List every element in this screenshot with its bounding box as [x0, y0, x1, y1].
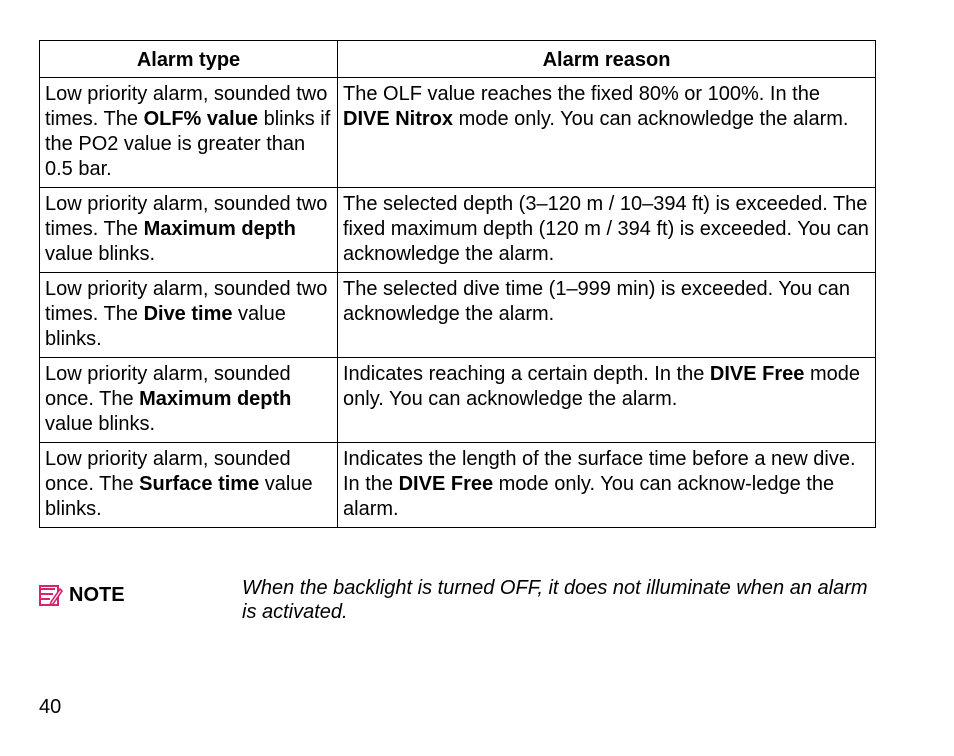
- alarm-reason-cell: [338, 358, 876, 443]
- bold-term: Dive time: [143, 303, 233, 325]
- page-number: 40: [39, 696, 62, 718]
- cell-text: Indicates reaching a certain depth. In the: [343, 363, 710, 385]
- bold-term: DIVE Free: [398, 473, 494, 495]
- table-row: [40, 358, 876, 443]
- bold-term: Surface time: [139, 473, 260, 495]
- note-block: [39, 576, 879, 636]
- note-text: When the backlight is turned OFF, it does not illuminate when an alarm is activated.: [242, 577, 868, 623]
- cell-text: value blinks.: [45, 473, 313, 520]
- note-label-text: NOTE: [69, 584, 125, 606]
- cell-text: The selected depth (3–120 m / 10–394 ft) is exceeded. The fixed maximum depth (120 m / 394 ft) is exceeded. You can acknowledge the alarm.: [343, 193, 869, 265]
- cell-text: value blinks.: [45, 413, 156, 435]
- table-row: [40, 78, 876, 188]
- cell-text: mode only. You can acknowledge the alarm.: [453, 108, 849, 130]
- note-label: [39, 584, 125, 607]
- alarm-reason-cell: [338, 443, 876, 528]
- column-header-alarm-reason: Alarm reason: [338, 41, 876, 78]
- bold-term: DIVE Nitrox: [343, 108, 454, 130]
- table-body: [40, 78, 876, 528]
- note-pencil-icon: [39, 585, 63, 607]
- alarm-type-cell: [40, 358, 338, 443]
- cell-text: The selected dive time (1–999 min) is exceeded. You can acknowledge the alarm.: [343, 278, 850, 325]
- cell-text: blinks if the PO2 value is greater than 0.5 bar.: [45, 108, 331, 180]
- cell-text: Indicates the length of the surface time before a new dive. In the: [343, 448, 856, 495]
- table-header-row: [40, 41, 876, 78]
- column-header-alarm-type: Alarm type: [40, 41, 338, 78]
- table-row: [40, 443, 876, 528]
- bold-term: Maximum depth: [139, 388, 292, 410]
- alarm-table: [39, 40, 876, 528]
- cell-text: mode only. You can acknow-ledge the alarm.: [343, 473, 835, 520]
- bold-term: DIVE Free: [709, 363, 805, 385]
- bold-term: Maximum depth: [143, 218, 296, 240]
- cell-text: The OLF value reaches the fixed 80% or 100%. In the: [343, 83, 820, 105]
- alarm-reason-cell: [338, 188, 876, 273]
- alarm-reason-cell: [338, 78, 876, 188]
- cell-text: mode only. You can acknowledge the alarm.: [343, 363, 860, 410]
- cell-text: value blinks.: [45, 303, 286, 350]
- cell-text: Low priority alarm, sounded once. The: [45, 448, 291, 495]
- alarm-type-cell: [40, 443, 338, 528]
- table-row: [40, 273, 876, 358]
- table-row: [40, 188, 876, 273]
- alarm-reason-cell: [338, 273, 876, 358]
- cell-text: Low priority alarm, sounded once. The: [45, 363, 291, 410]
- cell-text: Low priority alarm, sounded two times. The: [45, 83, 328, 130]
- alarm-type-cell: [40, 273, 338, 358]
- alarm-type-cell: [40, 188, 338, 273]
- bold-term: OLF% value: [143, 108, 259, 130]
- alarm-type-cell: [40, 78, 338, 188]
- cell-text: value blinks.: [45, 243, 156, 265]
- cell-text: Low priority alarm, sounded two times. The: [45, 193, 328, 240]
- cell-text: Low priority alarm, sounded two times. The: [45, 278, 328, 325]
